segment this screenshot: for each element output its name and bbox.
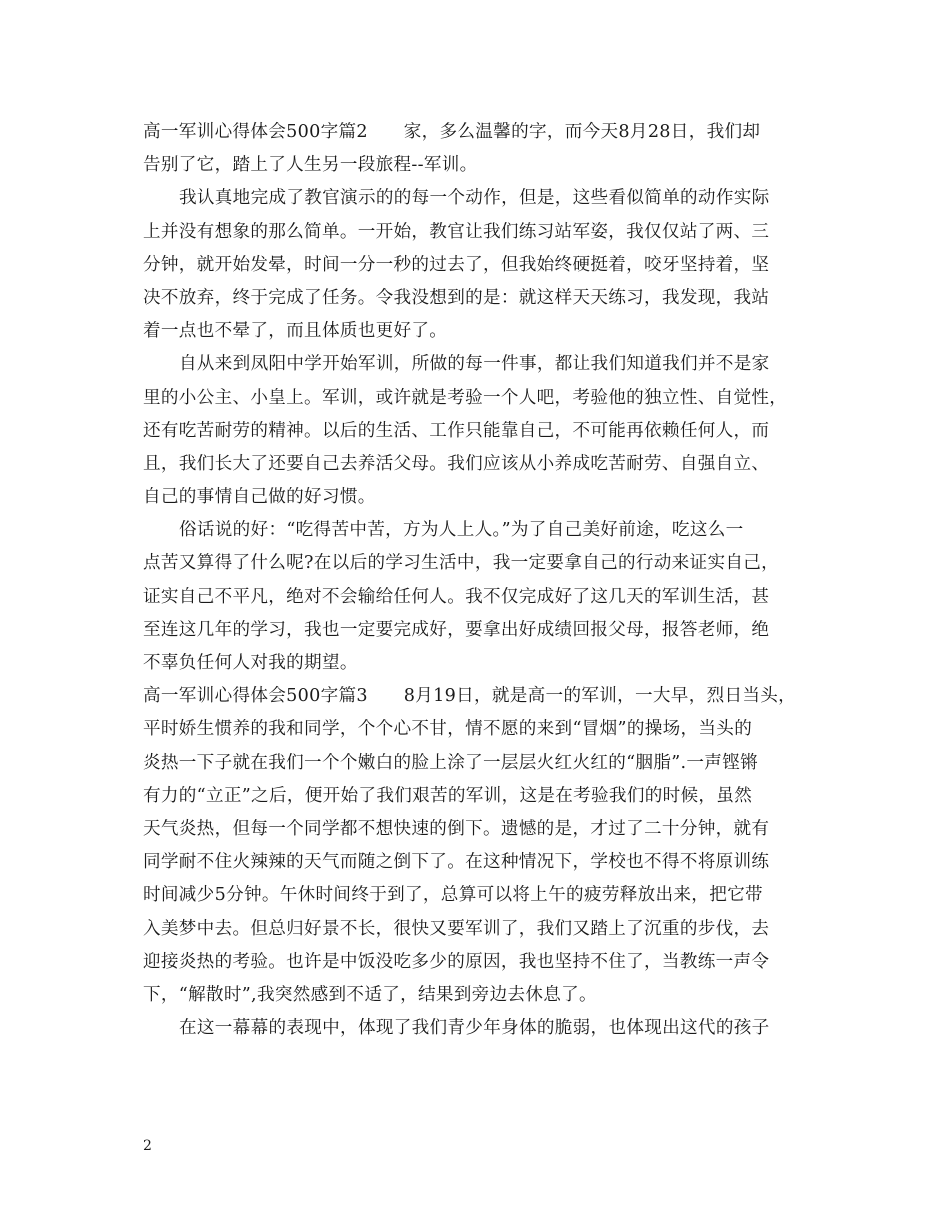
document-body [143, 116, 811, 1045]
page-number: 2 [143, 1138, 152, 1154]
text-line: 同学耐不住火辣辣的天气而随之倒下了。在这种情况下，学校也不得不将原训练 [143, 852, 770, 873]
text-line: 在这一幕幕的表现中，体现了我们青少年身体的脆弱，也体现出这代的孩子 [179, 1018, 770, 1039]
text-line: 证实自己不平凡，绝对不会输给任何人。我不仅完成好了这几天的军训生活，甚 [143, 586, 770, 607]
text-line: 自己的事情自己做的好习惯。 [143, 487, 376, 508]
text-line: 天气炎热，但每一个同学都不想快速的倒下。遗憾的是，才过了二十分钟，就有 [143, 818, 770, 839]
text-line: 决不放弃，终于完成了任务。令我没想到的是：就这样天天练习，我发现，我站 [143, 287, 770, 308]
text-line: 着一点也不晕了，而且体质也更好了。 [143, 321, 448, 342]
text-line: 下，“解散时”,我突然感到不适了，结果到旁边去休息了。 [143, 984, 597, 1005]
text-line: 高一军训心得体会500字篇2 家，多么温馨的字，而今天8月28日，我们却 [143, 122, 761, 142]
text-line: 入美梦中去。但总归好景不长，很快又要军训了，我们又踏上了沉重的步伐，去 [143, 918, 770, 939]
text-line: 分钟，就开始发晕，时间一分一秒的过去了，但我始终硬挺着，咬牙坚持着，坚 [143, 254, 770, 275]
text-line: 有力的“立正”之后，便开始了我们艰苦的军训，这是在考验我们的时候，虽然 [143, 785, 753, 806]
text-line: 上并没有想象的那么简单。一开始，教官让我们练习站军姿，我仅仅站了两、三 [143, 221, 770, 242]
text-line: 平时娇生惯养的我和同学，个个心不甘，情不愿的来到“冒烟”的操场，当头的 [143, 719, 753, 740]
text-line: 时间减少5分钟。午休时间终于到了，总算可以将上午的疲劳释放出来，把它带 [143, 885, 763, 906]
text-line: 里的小公主、小皇上。军训，或许就是考验一个人吧，考验他的独立性、自觉性， [143, 387, 788, 408]
text-line: 且，我们长大了还要自己去养活父母。我们应该从小养成吃苦耐劳、自强自立、 [143, 453, 770, 474]
text-line: 还有吃苦耐劳的精神。以后的生活、工作只能靠自己，不可能再依赖任何人，而 [143, 420, 770, 441]
text-line: 迎接炎热的考验。也许是中饭没吃多少的原因，我也坚持不住了，当教练一声令 [143, 951, 770, 972]
text-line: 告别了它，踏上了人生另一段旅程--军训。 [143, 155, 478, 176]
text-line: 不辜负任何人对我的期望。 [143, 653, 358, 673]
text-line: 我认真地完成了教官演示的的每一个动作，但是，这些看似简单的动作实际 [179, 188, 770, 209]
text-line: 俗话说的好：“吃得苦中苦，方为人上人。”为了自己美好前途，吃这么一 [179, 520, 744, 541]
text-line: 自从来到凤阳中学开始军训，所做的每一件事，都让我们知道我们并不是家 [179, 354, 770, 375]
text-line: 点苦又算得了什么呢?在以后的学习生活中，我一定要拿自己的行动来证实自己， [143, 553, 780, 574]
text-line: 炎热一下子就在我们一个个嫩白的脸上涂了一层层火红火红的“胭脂”.一声铿锵 [143, 752, 758, 773]
text-line: 高一军训心得体会500字篇3 8月19日，就是高一的军训，一大早，烈日当头， [143, 686, 797, 707]
text-line: 至连这几年的学习，我也一定要完成好，要拿出好成绩回报父母，报答老师，绝 [143, 619, 770, 640]
